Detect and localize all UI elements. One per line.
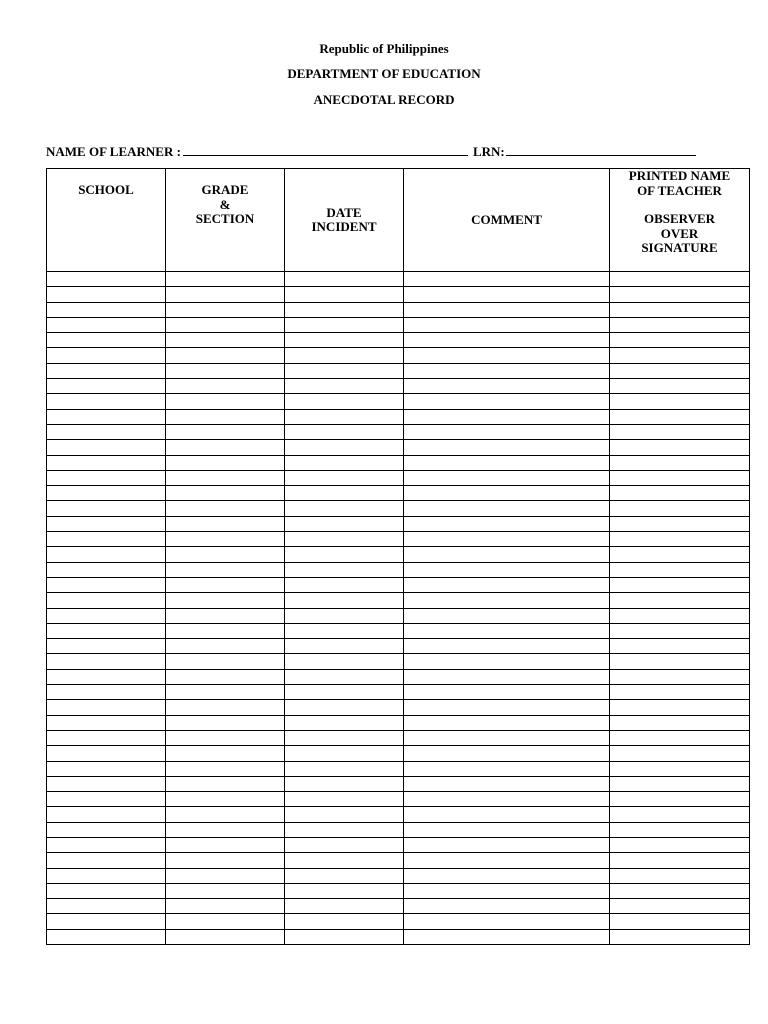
- school-cell[interactable]: [47, 348, 166, 363]
- school-cell[interactable]: [47, 547, 166, 562]
- grade-section-cell[interactable]: [166, 577, 285, 592]
- table-row: [47, 577, 750, 592]
- date-incident-cell[interactable]: [285, 302, 404, 317]
- teacher-signature-cell[interactable]: [610, 807, 750, 822]
- teacher-signature-cell[interactable]: [610, 424, 750, 439]
- date-incident-cell[interactable]: [285, 776, 404, 791]
- date-incident-cell[interactable]: [285, 440, 404, 455]
- observer-header-text: OBSERVER: [643, 211, 716, 226]
- table-row: [47, 272, 750, 287]
- grade-section-cell[interactable]: [166, 486, 285, 501]
- table-row: [47, 715, 750, 730]
- comment-cell[interactable]: [404, 379, 610, 394]
- school-cell[interactable]: [47, 317, 166, 332]
- table-header-row: [47, 169, 750, 272]
- comment-cell[interactable]: [404, 730, 610, 745]
- teacher-signature-cell[interactable]: [610, 700, 750, 715]
- grade-section-cell[interactable]: [166, 792, 285, 807]
- learner-info-row: [46, 142, 696, 160]
- grade-section-cell[interactable]: [166, 654, 285, 669]
- date-incident-cell[interactable]: [285, 333, 404, 348]
- teacher-signature-cell[interactable]: [610, 379, 750, 394]
- date-incident-cell[interactable]: [285, 532, 404, 547]
- table-row: [47, 761, 750, 776]
- table-row: [47, 822, 750, 837]
- date-incident-cell[interactable]: [285, 715, 404, 730]
- comment-cell[interactable]: [404, 883, 610, 898]
- anecdotal-record-table: [46, 168, 750, 945]
- date-incident-cell[interactable]: [285, 455, 404, 470]
- table-row: [47, 746, 750, 761]
- table-row: [47, 363, 750, 378]
- grade-section-cell[interactable]: [166, 639, 285, 654]
- comment-cell[interactable]: [404, 470, 610, 485]
- comment-cell[interactable]: [404, 868, 610, 883]
- date-incident-cell[interactable]: [285, 837, 404, 852]
- table-row: [47, 700, 750, 715]
- date-incident-cell[interactable]: [285, 424, 404, 439]
- incident-header-text: INCIDENT: [311, 219, 377, 234]
- comment-cell[interactable]: [404, 776, 610, 791]
- comment-cell[interactable]: [404, 853, 610, 868]
- school-cell[interactable]: [47, 654, 166, 669]
- grade-section-cell[interactable]: [166, 853, 285, 868]
- teacher-signature-cell[interactable]: [610, 577, 750, 592]
- comment-cell[interactable]: [404, 715, 610, 730]
- grade-section-cell[interactable]: [166, 455, 285, 470]
- date-incident-cell[interactable]: [285, 899, 404, 914]
- teacher-signature-cell[interactable]: [610, 792, 750, 807]
- teacher-signature-cell[interactable]: [610, 623, 750, 638]
- grade-section-cell[interactable]: [166, 317, 285, 332]
- school-cell[interactable]: [47, 424, 166, 439]
- comment-cell[interactable]: [404, 761, 610, 776]
- school-cell[interactable]: [47, 470, 166, 485]
- table-row: [47, 899, 750, 914]
- comment-cell[interactable]: [404, 272, 610, 287]
- school-cell[interactable]: [47, 883, 166, 898]
- school-cell[interactable]: [47, 623, 166, 638]
- comment-cell[interactable]: [404, 516, 610, 531]
- grade-section-cell[interactable]: [166, 623, 285, 638]
- teacher-signature-cell[interactable]: [610, 532, 750, 547]
- teacher-signature-cell[interactable]: [610, 654, 750, 669]
- grade-section-cell[interactable]: [166, 746, 285, 761]
- comment-cell[interactable]: [404, 669, 610, 684]
- date-incident-cell[interactable]: [285, 623, 404, 638]
- date-incident-cell[interactable]: [285, 516, 404, 531]
- grade-section-cell[interactable]: [166, 547, 285, 562]
- teacher-signature-cell[interactable]: [610, 730, 750, 745]
- school-cell[interactable]: [47, 516, 166, 531]
- header-form-title: ANECDOTAL RECORD: [313, 92, 455, 107]
- school-cell[interactable]: [47, 700, 166, 715]
- table-row: [47, 623, 750, 638]
- table-row: [47, 639, 750, 654]
- column-header-grade-section: [166, 169, 285, 272]
- comment-cell[interactable]: [404, 394, 610, 409]
- teacher-signature-cell[interactable]: [610, 409, 750, 424]
- school-cell[interactable]: [47, 287, 166, 302]
- date-incident-cell[interactable]: [285, 929, 404, 944]
- date-incident-cell[interactable]: [285, 363, 404, 378]
- table-row: [47, 409, 750, 424]
- grade-section-cell[interactable]: [166, 424, 285, 439]
- teacher-signature-cell[interactable]: [610, 776, 750, 791]
- date-incident-cell[interactable]: [285, 685, 404, 700]
- teacher-signature-cell[interactable]: [610, 715, 750, 730]
- grade-section-cell[interactable]: [166, 730, 285, 745]
- comment-cell[interactable]: [404, 547, 610, 562]
- table-row: [47, 608, 750, 623]
- school-cell[interactable]: [47, 837, 166, 852]
- comment-cell[interactable]: [404, 623, 610, 638]
- grade-section-cell[interactable]: [166, 272, 285, 287]
- grade-section-cell[interactable]: [166, 807, 285, 822]
- date-incident-cell[interactable]: [285, 470, 404, 485]
- date-incident-cell[interactable]: [285, 317, 404, 332]
- school-cell[interactable]: [47, 914, 166, 929]
- school-cell[interactable]: [47, 333, 166, 348]
- school-cell[interactable]: [47, 853, 166, 868]
- table-row: [47, 348, 750, 363]
- teacher-signature-cell[interactable]: [610, 394, 750, 409]
- teacher-signature-cell[interactable]: [610, 272, 750, 287]
- table-row: [47, 792, 750, 807]
- comment-cell[interactable]: [404, 899, 610, 914]
- comment-cell[interactable]: [404, 593, 610, 608]
- date-incident-cell[interactable]: [285, 883, 404, 898]
- teacher-signature-cell[interactable]: [610, 333, 750, 348]
- printed-name-header-text: PRINTED NAME: [628, 168, 731, 183]
- date-incident-cell[interactable]: [285, 593, 404, 608]
- comment-cell[interactable]: [404, 317, 610, 332]
- date-incident-cell[interactable]: [285, 807, 404, 822]
- header-department: DEPARTMENT OF EDUCATION: [287, 66, 481, 81]
- comment-cell[interactable]: [404, 807, 610, 822]
- teacher-signature-cell[interactable]: [610, 516, 750, 531]
- comment-cell[interactable]: [404, 914, 610, 929]
- school-cell[interactable]: [47, 776, 166, 791]
- date-incident-cell[interactable]: [285, 730, 404, 745]
- comment-cell[interactable]: [404, 577, 610, 592]
- grade-section-cell[interactable]: [166, 593, 285, 608]
- grade-section-cell[interactable]: [166, 914, 285, 929]
- school-cell[interactable]: [47, 715, 166, 730]
- date-incident-cell[interactable]: [285, 486, 404, 501]
- teacher-signature-cell[interactable]: [610, 669, 750, 684]
- section-header-text: SECTION: [195, 211, 255, 226]
- comment-cell[interactable]: [404, 822, 610, 837]
- lrn-label: LRN:: [472, 144, 505, 159]
- column-header-teacher: [610, 169, 750, 272]
- date-incident-cell[interactable]: [285, 577, 404, 592]
- date-incident-cell[interactable]: [285, 501, 404, 516]
- date-incident-cell[interactable]: [285, 608, 404, 623]
- over-header-text: OVER: [660, 225, 699, 241]
- grade-section-cell[interactable]: [166, 409, 285, 424]
- school-cell[interactable]: [47, 455, 166, 470]
- teacher-signature-cell[interactable]: [610, 746, 750, 761]
- school-cell[interactable]: [47, 272, 166, 287]
- grade-section-cell[interactable]: [166, 363, 285, 378]
- comment-header-text: COMMENT: [471, 211, 542, 227]
- grade-section-cell[interactable]: [166, 776, 285, 791]
- teacher-signature-cell[interactable]: [610, 868, 750, 883]
- teacher-signature-cell[interactable]: [610, 639, 750, 654]
- comment-cell[interactable]: [404, 685, 610, 700]
- school-cell[interactable]: [47, 440, 166, 455]
- table-row: [47, 302, 750, 317]
- comment-cell[interactable]: [404, 424, 610, 439]
- column-header-school: [47, 169, 166, 272]
- teacher-signature-cell[interactable]: [610, 593, 750, 608]
- grade-section-cell[interactable]: [166, 333, 285, 348]
- school-cell[interactable]: [47, 593, 166, 608]
- table-row: [47, 470, 750, 485]
- comment-cell[interactable]: [404, 363, 610, 378]
- grade-section-cell[interactable]: [166, 822, 285, 837]
- table-row: [47, 532, 750, 547]
- school-cell[interactable]: [47, 562, 166, 577]
- grade-section-cell[interactable]: [166, 761, 285, 776]
- grade-section-cell[interactable]: [166, 470, 285, 485]
- school-cell[interactable]: [47, 501, 166, 516]
- date-incident-cell[interactable]: [285, 287, 404, 302]
- school-cell[interactable]: [47, 761, 166, 776]
- teacher-signature-cell[interactable]: [610, 317, 750, 332]
- column-header-date-incident: [285, 169, 404, 272]
- school-cell[interactable]: [47, 685, 166, 700]
- table-row: [47, 516, 750, 531]
- date-incident-cell[interactable]: [285, 868, 404, 883]
- comment-cell[interactable]: [404, 455, 610, 470]
- date-incident-cell[interactable]: [285, 654, 404, 669]
- comment-cell[interactable]: [404, 639, 610, 654]
- teacher-signature-cell[interactable]: [610, 470, 750, 485]
- school-cell[interactable]: [47, 639, 166, 654]
- grade-section-cell[interactable]: [166, 685, 285, 700]
- date-incident-cell[interactable]: [285, 348, 404, 363]
- school-cell[interactable]: [47, 730, 166, 745]
- table-row: [47, 547, 750, 562]
- grade-header-text: GRADE: [201, 182, 249, 197]
- grade-section-cell[interactable]: [166, 516, 285, 531]
- date-incident-cell[interactable]: [285, 792, 404, 807]
- table-row: [47, 440, 750, 455]
- header-spacer: [610, 198, 749, 212]
- comment-cell[interactable]: [404, 486, 610, 501]
- comment-cell[interactable]: [404, 792, 610, 807]
- date-incident-cell[interactable]: [285, 822, 404, 837]
- school-cell[interactable]: [47, 929, 166, 944]
- table-row: [47, 333, 750, 348]
- table-row: [47, 730, 750, 745]
- table-row: [47, 486, 750, 501]
- date-incident-cell[interactable]: [285, 853, 404, 868]
- teacher-signature-cell[interactable]: [610, 929, 750, 944]
- table-row: [47, 424, 750, 439]
- comment-cell[interactable]: [404, 700, 610, 715]
- date-incident-cell[interactable]: [285, 272, 404, 287]
- teacher-signature-cell[interactable]: [610, 562, 750, 577]
- grade-section-cell[interactable]: [166, 608, 285, 623]
- table-body: [47, 272, 750, 945]
- learner-name-label: NAME OF LEARNER :: [46, 144, 181, 159]
- grade-section-cell[interactable]: [166, 302, 285, 317]
- school-cell[interactable]: [47, 608, 166, 623]
- grade-section-cell[interactable]: [166, 669, 285, 684]
- date-incident-cell[interactable]: [285, 562, 404, 577]
- school-cell[interactable]: [47, 394, 166, 409]
- school-cell[interactable]: [47, 532, 166, 547]
- comment-cell[interactable]: [404, 746, 610, 761]
- table-row: [47, 501, 750, 516]
- teacher-signature-cell[interactable]: [610, 761, 750, 776]
- table-row: [47, 593, 750, 608]
- table-row: [47, 685, 750, 700]
- date-incident-cell[interactable]: [285, 669, 404, 684]
- teacher-signature-cell[interactable]: [610, 837, 750, 852]
- grade-section-cell[interactable]: [166, 348, 285, 363]
- grade-section-cell[interactable]: [166, 501, 285, 516]
- grade-section-cell[interactable]: [166, 929, 285, 944]
- date-incident-cell[interactable]: [285, 547, 404, 562]
- teacher-signature-cell[interactable]: [610, 501, 750, 516]
- teacher-signature-cell[interactable]: [610, 822, 750, 837]
- school-cell[interactable]: [47, 807, 166, 822]
- table-row: [47, 837, 750, 852]
- teacher-signature-cell[interactable]: [610, 547, 750, 562]
- grade-section-cell[interactable]: [166, 899, 285, 914]
- comment-cell[interactable]: [404, 532, 610, 547]
- comment-cell[interactable]: [404, 348, 610, 363]
- table-row: [47, 929, 750, 944]
- date-incident-cell[interactable]: [285, 379, 404, 394]
- table-row: [47, 455, 750, 470]
- school-cell[interactable]: [47, 409, 166, 424]
- date-incident-cell[interactable]: [285, 394, 404, 409]
- date-incident-cell[interactable]: [285, 700, 404, 715]
- comment-cell[interactable]: [404, 837, 610, 852]
- grade-section-cell[interactable]: [166, 700, 285, 715]
- teacher-signature-cell[interactable]: [610, 883, 750, 898]
- date-incident-cell[interactable]: [285, 409, 404, 424]
- table-row: [47, 807, 750, 822]
- teacher-signature-cell[interactable]: [610, 363, 750, 378]
- date-incident-cell[interactable]: [285, 639, 404, 654]
- comment-cell[interactable]: [404, 302, 610, 317]
- grade-section-cell[interactable]: [166, 379, 285, 394]
- school-cell[interactable]: [47, 822, 166, 837]
- of-teacher-header-text: OF TEACHER: [637, 182, 722, 198]
- table-row: [47, 562, 750, 577]
- column-header-comment: [404, 169, 610, 272]
- grade-section-cell[interactable]: [166, 394, 285, 409]
- table-row: [47, 669, 750, 684]
- school-cell[interactable]: [47, 363, 166, 378]
- comment-cell[interactable]: [404, 287, 610, 302]
- comment-cell[interactable]: [404, 440, 610, 455]
- date-incident-cell[interactable]: [285, 761, 404, 776]
- teacher-signature-cell[interactable]: [610, 608, 750, 623]
- grade-section-cell[interactable]: [166, 883, 285, 898]
- grade-section-cell[interactable]: [166, 287, 285, 302]
- date-incident-cell[interactable]: [285, 914, 404, 929]
- comment-cell[interactable]: [404, 654, 610, 669]
- school-cell[interactable]: [47, 669, 166, 684]
- grade-section-cell[interactable]: [166, 440, 285, 455]
- date-header-text: DATE: [326, 204, 362, 220]
- school-cell[interactable]: [47, 868, 166, 883]
- learner-name-blank[interactable]: [183, 142, 468, 156]
- grade-section-cell[interactable]: [166, 532, 285, 547]
- table-row: [47, 654, 750, 669]
- school-cell[interactable]: [47, 577, 166, 592]
- grade-section-cell[interactable]: [166, 562, 285, 577]
- teacher-signature-cell[interactable]: [610, 440, 750, 455]
- table-row: [47, 317, 750, 332]
- comment-cell[interactable]: [404, 608, 610, 623]
- teacher-signature-cell[interactable]: [610, 486, 750, 501]
- school-cell[interactable]: [47, 379, 166, 394]
- table-row: [47, 868, 750, 883]
- school-cell[interactable]: [47, 302, 166, 317]
- teacher-signature-cell[interactable]: [610, 287, 750, 302]
- table-row: [47, 379, 750, 394]
- school-cell[interactable]: [47, 486, 166, 501]
- header-republic: Republic of Philippines: [319, 41, 449, 56]
- comment-cell[interactable]: [404, 562, 610, 577]
- school-cell[interactable]: [47, 792, 166, 807]
- school-header-text: SCHOOL: [78, 182, 134, 197]
- grade-section-cell[interactable]: [166, 837, 285, 852]
- school-cell[interactable]: [47, 746, 166, 761]
- comment-cell[interactable]: [404, 409, 610, 424]
- teacher-signature-cell[interactable]: [610, 899, 750, 914]
- table-row: [47, 287, 750, 302]
- table-row: [47, 914, 750, 929]
- date-incident-cell[interactable]: [285, 746, 404, 761]
- comment-cell[interactable]: [404, 501, 610, 516]
- grade-section-cell[interactable]: [166, 868, 285, 883]
- table-row: [47, 853, 750, 868]
- comment-cell[interactable]: [404, 929, 610, 944]
- signature-header-text: SIGNATURE: [641, 240, 718, 255]
- lrn-blank[interactable]: [506, 142, 696, 156]
- table-row: [47, 883, 750, 898]
- teacher-signature-cell[interactable]: [610, 348, 750, 363]
- comment-cell[interactable]: [404, 333, 610, 348]
- grade-section-cell[interactable]: [166, 715, 285, 730]
- table-row: [47, 776, 750, 791]
- ampersand-header-text: &: [219, 196, 231, 212]
- teacher-signature-cell[interactable]: [610, 685, 750, 700]
- teacher-signature-cell[interactable]: [610, 914, 750, 929]
- school-cell[interactable]: [47, 899, 166, 914]
- teacher-signature-cell[interactable]: [610, 302, 750, 317]
- table-row: [47, 394, 750, 409]
- teacher-signature-cell[interactable]: [610, 853, 750, 868]
- teacher-signature-cell[interactable]: [610, 455, 750, 470]
